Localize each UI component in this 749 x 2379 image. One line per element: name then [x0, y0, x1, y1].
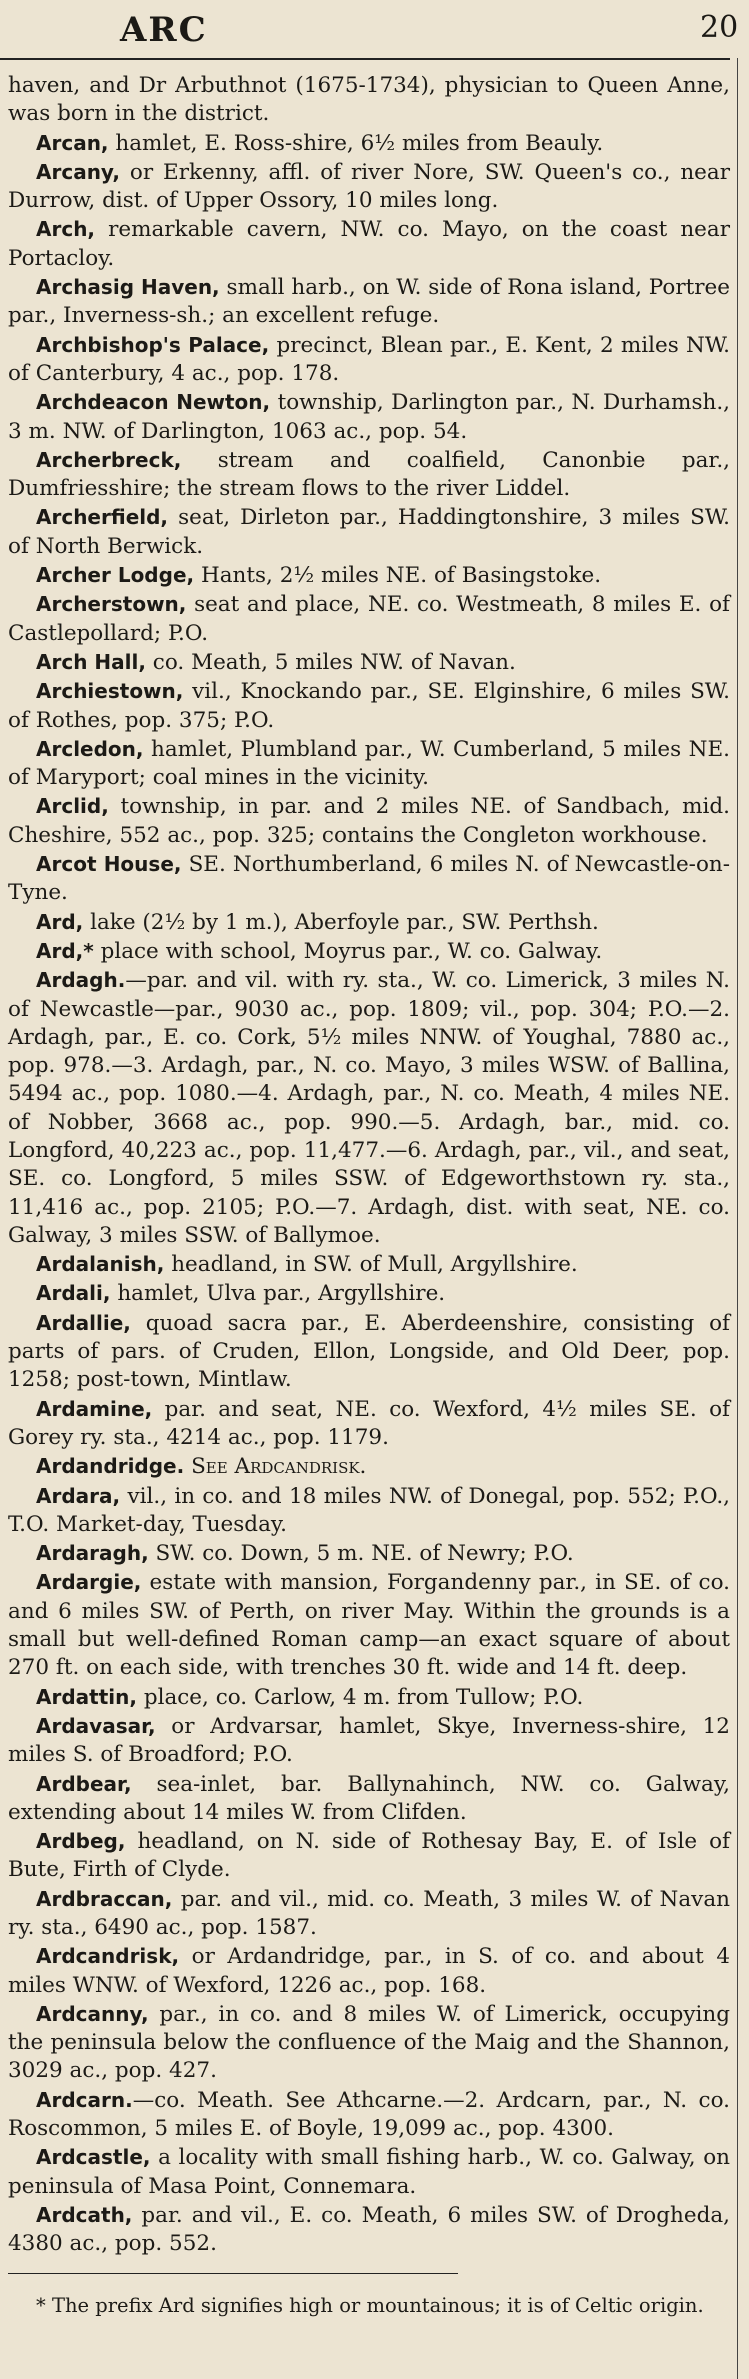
entry-headword: Ardali,: [36, 1281, 111, 1306]
gazetteer-entry: [8, 446, 730, 504]
footnote-rule: [8, 2273, 458, 2274]
gazetteer-entry: [8, 561, 730, 590]
gazetteer-entry: [8, 72, 730, 129]
gazetteer-entry: [8, 1309, 730, 1395]
gazetteer-entry: [8, 937, 730, 966]
entry-headword: Ardcastle,: [36, 2145, 151, 2170]
gazetteer-entry: [8, 1827, 730, 1885]
entry-headword: Archerstown,: [36, 592, 187, 617]
entry-text: —co. Meath. See Athcarne.—2. Ardcarn, par., N. co. Roscommon, 5 miles E. of Boyle, 19,099 ac., pop. 4300.: [8, 2087, 730, 2142]
entry-headword: Archdeacon Newton,: [36, 390, 271, 415]
gazetteer-entry: [8, 1482, 730, 1540]
entry-text: estate with mansion, Forgandenny par., in SE. of co. and 6 miles SW. of Perth, on river May. Within the grounds is a small but well-defined Roman camp—an exact square of about 270 ft. on each side, with trenches 30 ft. wide and 14 ft. deep.: [8, 1570, 730, 1681]
entry-headword: Archiestown,: [36, 679, 184, 704]
entry-headword: Ardagh.: [36, 968, 126, 993]
entry-text: par. and seat, NE. co. Wexford, 4½ miles SE. of Gorey ry. sta., 4214 ac., pop. 1179.: [8, 1396, 730, 1450]
entry-text: seat, Dirleton par., Haddingtonshire, 3 miles SW. of North Berwick.: [8, 505, 730, 559]
gazetteer-entry: [8, 129, 730, 158]
entry-text: place with school, Moyrus par., W. co. Galway.: [100, 938, 603, 964]
entry-text: —par. and vil. with ry. sta., W. co. Limerick, 3 miles N. of Newcastle—par., 9030 ac., pop. 1809; vil., pop. 304; P.O.—2. Ardagh, par., E. co. Cork, 5½ miles NNW. of Youghal, 7880 ac., pop. 978.—3. Ardagh, par., N. co. Mayo, 3 miles WSW. of Ballina, 5494 ac., pop. 1080.—4. Ardagh, par., N. co. Meath, 4 miles NE. of Nobber, 3668 ac., pop. 990.—5. Ardagh, bar., mid. co. Longford, 40,223 ac., pop. 11,477.—6. Ardagh, par., vil., and seat, SE. co. Longford, 5 miles SSW. of Edgeworthstown ry. sta., 11,416 ac., pop. 2105; P.O.—7. Ardagh, dist. with seat, NE. co. Galway, 3 miles SSW. of Ballymoe.: [8, 968, 730, 1248]
entry-headword: Arch Hall,: [36, 649, 146, 674]
entry-text: vil., in co. and 18 miles NW. of Donegal, pop. 552; P.O., T.O. Market-day, Tuesday.: [8, 1483, 730, 1537]
entry-headword: Archerbreck,: [36, 447, 182, 472]
entry-headword: Ardaragh,: [36, 1541, 149, 1566]
entry-text: small harb., on W. side of Rona island, Portree par., Inverness-sh.; an excellent refuge.: [8, 275, 730, 329]
entry-headword: Ardcandrisk,: [36, 1944, 180, 1969]
entry-text: hamlet, E. Ross-shire, 6½ miles from Beauly.: [115, 130, 604, 156]
gazetteer-entry: [8, 1885, 730, 1943]
entry-text: sea-inlet, bar. Ballynahinch, NW. co. Galway, extending about 14 miles W. from Clifden.: [8, 1771, 730, 1825]
gazetteer-entry: [8, 1683, 730, 1712]
entry-text: township, Darlington par., N. Durhamsh., 3 m. NW. of Darlington, 1063 ac., pop. 54.: [8, 390, 730, 444]
page-number: 20: [700, 10, 739, 45]
gazetteer-entry: [8, 1539, 730, 1568]
gazetteer-entry: [8, 792, 730, 850]
entry-text: par. and vil., mid. co. Meath, 3 miles W. of Navan ry. sta., 6490 ac., pop. 1587.: [8, 1886, 730, 1940]
gazetteer-entry: [8, 735, 730, 793]
entry-headword: Arcledon,: [36, 736, 144, 761]
entry-text: par., in co. and 8 miles W. of Limerick, occupying the peninsula below the confluence of the Maig and the Shannon, 3029 ac., pop. 427.: [8, 2001, 730, 2084]
gazetteer-entry: [8, 1770, 730, 1828]
gazetteer-entry: [8, 503, 730, 561]
entry-headword: Ard,: [36, 909, 84, 934]
entry-text: haven, and Dr Arbuthnot (1675-1734), physician to Queen Anne, was born in the district.: [8, 73, 730, 127]
entry-text: stream and coalfield, Canonbie par., Dumfriesshire; the stream flows to the river Liddel.: [8, 447, 731, 502]
gazetteer-entry: [8, 388, 730, 446]
entry-headword: Ardattin,: [36, 1684, 137, 1709]
column-rule: [737, 58, 738, 2379]
entry-headword: Ardara,: [36, 1483, 121, 1508]
entry-text: precinct, Blean par., E. Kent, 2 miles NW. of Canterbury, 4 ac., pop. 178.: [8, 332, 730, 386]
entry-headword: Arcan,: [36, 130, 109, 155]
entry-headword: Arclid,: [36, 794, 109, 819]
gazetteer-entry: [8, 1279, 730, 1308]
entry-text: co. Meath, 5 miles NW. of Navan.: [152, 649, 516, 675]
gazetteer-entry: [8, 1942, 730, 2000]
entry-headword: Ardbraccan,: [36, 1886, 173, 1911]
dictionary-column: [8, 72, 730, 2339]
gazetteer-entry: [8, 1568, 730, 1682]
gazetteer-entry: [8, 331, 730, 389]
gazetteer-entry: [8, 215, 730, 273]
entry-text: Hants, 2½ miles NE. of Basingstoke.: [200, 563, 602, 589]
gazetteer-entry: [8, 2086, 730, 2144]
gazetteer-entry: [8, 850, 730, 908]
entry-text: quoad sacra par., E. Aberdeenshire, consisting of parts of pars. of Cruden, Ellon, Longside, and Old Deer, pop. 1258; post-town, Mintlaw.: [8, 1310, 730, 1393]
entry-headword: Ardcath,: [36, 2202, 133, 2227]
entry-headword: Ardcarn.: [36, 2087, 133, 2112]
entry-headword: Arcany,: [36, 159, 121, 184]
entry-text: township, in par. and 2 miles NE. of Sandbach, mid. Cheshire, 552 ac., pop. 325; contains the Congleton workhouse.: [8, 794, 730, 848]
gazetteer-entry: [8, 1712, 730, 1770]
entry-headword: Archerfield,: [36, 505, 169, 530]
gazetteer-entry: [8, 677, 730, 735]
entry-headword: Archasig Haven,: [36, 275, 220, 300]
gazetteer-entry: [8, 2143, 730, 2201]
entry-text: hamlet, Plumbland par., W. Cumberland, 5 miles NE. of Maryport; coal mines in the vicinity.: [8, 736, 730, 791]
entry-text: or Ardvarsar, hamlet, Skye, Inverness-shire, 12 miles S. of Broadford; P.O.: [8, 1713, 730, 1768]
gazetteer-entry: [8, 966, 730, 1250]
entry-headword: Ardbear,: [36, 1771, 132, 1796]
entry-text: seat and place, NE. co. Westmeath, 8 miles E. of Castlepollard; P.O.: [8, 592, 730, 646]
entry-text: or Erkenny, affl. of river Nore, SW. Queen's co., near Durrow, dist. of Upper Ossory, 10 miles long.: [8, 159, 730, 214]
entry-text: headland, on N. side of Rothesay Bay, E. of Isle of Bute, Firth of Clyde.: [8, 1829, 730, 1883]
gazetteer-entry: [8, 2201, 730, 2259]
entry-headword: Ardallie,: [36, 1310, 131, 1335]
entry-text: lake (2½ by 1 m.), Aberfoyle par., SW. Perthsh.: [90, 909, 599, 935]
entry-headword: Ard,*: [36, 938, 94, 963]
entry-headword: Archbishop's Palace,: [36, 332, 270, 357]
entry-text: hamlet, Ulva par., Argyllshire.: [117, 1281, 446, 1307]
entry-text: par. and vil., E. co. Meath, 6 miles SW. of Drogheda, 4380 ac., pop. 552.: [8, 2202, 730, 2257]
entry-headword: Ardalanish,: [36, 1252, 165, 1277]
gazetteer-entry: [8, 2000, 730, 2086]
entry-text: remarkable cavern, NW. co. Mayo, on the coast near Portacloy.: [8, 217, 730, 271]
entry-headword: Arch,: [36, 217, 96, 242]
entry-text: SW. co. Down, 5 m. NE. of Newry; P.O.: [155, 1541, 574, 1567]
gazetteer-entry: [8, 1452, 730, 1481]
gazetteer-entry: [8, 908, 730, 937]
entry-text: or Ardandridge, par., in S. of co. and about 4 miles WNW. of Wexford, 1226 ac., pop. 168.: [8, 1944, 730, 1998]
entry-text: a locality with small fishing harb., W. co. Galway, on peninsula of Masa Point, Connemara.: [8, 2145, 730, 2199]
entry-headword: Ardandridge.: [36, 1454, 185, 1479]
entry-headword: Archer Lodge,: [36, 563, 195, 588]
page-header: [0, 0, 749, 56]
entry-text: headland, in SW. of Mull, Argyllshire.: [171, 1252, 578, 1278]
entry-text: SE. Northumberland, 6 miles N. of Newcastle-on-Tyne.: [8, 852, 731, 906]
gazetteer-entry: [8, 590, 730, 648]
entry-headword: Ardbeg,: [36, 1829, 126, 1854]
gazetteer-entry: [8, 1395, 730, 1453]
entry-headword: Ardcanny,: [36, 2001, 149, 2026]
entry-headword: Ardavasar,: [36, 1713, 156, 1738]
entry-text: vil., Knockando par., SE. Elginshire, 6 miles SW. of Rothes, pop. 375; P.O.: [8, 679, 730, 733]
running-head: ARC: [120, 10, 208, 50]
gazetteer-entry: [8, 648, 730, 677]
gazetteer-entry: [8, 273, 730, 331]
entry-headword: Ardamine,: [36, 1396, 153, 1421]
entry-headword: Ardargie,: [36, 1570, 142, 1595]
header-rule: [0, 58, 730, 60]
gazetteer-entry: [8, 1250, 730, 1279]
footnote: * The prefix Ard signifies high or mountainous; it is of Celtic origin.: [36, 2294, 704, 2318]
entry-text: place, co. Carlow, 4 m. from Tullow; P.O.: [143, 1684, 584, 1710]
gazetteer-entry: [8, 158, 730, 216]
entry-headword: Arcot House,: [36, 852, 182, 877]
entry-text: See Ardcandrisk.: [191, 1454, 367, 1480]
